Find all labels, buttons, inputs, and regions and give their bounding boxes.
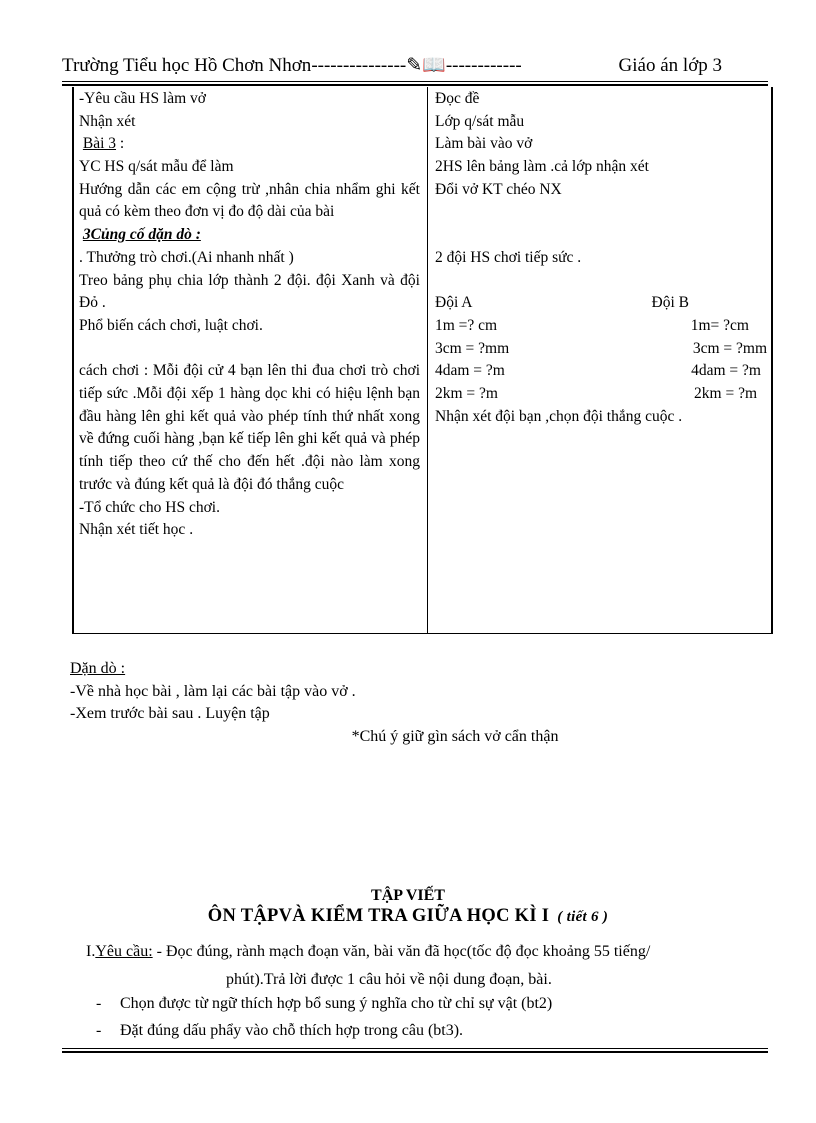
right-line-2: Lớp q/sát mẫu [435,112,525,130]
notes-title: Dặn dò : [70,660,126,677]
conversion-row [435,315,767,338]
bullet-dash: - [96,1022,102,1039]
page-header [62,52,768,80]
requirements-text-1: - Đọc đúng, rành mạch đoạn văn, bài văn đã học(tốc độ đọc khoảng 55 tiếng/ [152,943,651,960]
lesson-title [0,906,816,927]
book-pen-icon: ✎📖 [406,55,446,76]
notes-line-2: -Xem trước bài sau . Luyện tập [70,705,270,722]
right-line-5: Đổi vở KT chéo NX [435,180,562,198]
requirement-bullet [96,995,552,1013]
header-rule-thick [62,84,768,86]
lesson-title-suffix: ( tiết 6 ) [557,909,609,925]
requirements-line-1 [86,938,766,966]
requirement-bullet [96,1022,463,1040]
left-paragraph-teams: Treo bảng phụ chia lớp thành 2 đội. đội Xanh và đội Đỏ . [79,271,420,312]
bullet-text: Đặt đúng dấu phẩy vào chỗ thích hợp trong câu (bt3). [120,1022,464,1039]
conversion-row [435,360,767,383]
team-a-item: 2km = ?m [435,384,498,402]
bullet-text: Chọn được từ ngữ thích hợp bổ sung ý nghĩa cho từ chỉ sự vật (bt2) [120,995,553,1012]
left-line-11: -Tổ chức cho HS chơi. [79,498,220,516]
left-line-4: YC HS q/sát mẫu để làm [79,158,234,176]
exercise-3-heading [79,133,420,156]
right-line-3: Làm bài vào vở [435,135,533,153]
table-column-divider [427,87,428,633]
bullet-dash: - [96,995,102,1012]
left-line-7: . Thưởng trò chơi.(Ai nhanh nhất ) [79,248,294,266]
school-name: Trường Tiểu học Hồ Chơn Nhơn [62,55,312,76]
requirements-prefix: I. [86,943,96,960]
teacher-activities-column [79,88,420,542]
left-line-2: Nhận xét [79,112,136,130]
section-title: TẬP VIẾT [371,887,445,904]
requirements-text-2: phút).Trả lời được 1 câu hỏi về nội dung đoạn, bài. [226,971,552,988]
notes-line-1: -Về nhà học bài , làm lại các bài tập vào vở . [70,682,356,700]
left-line-12: Nhận xét tiết học . [79,521,194,539]
team-b-label: Đội B [651,294,689,312]
notes-line-3: *Chú ý giữ gìn sách vở cẩn thận [351,727,559,745]
left-paragraph-rules: cách chơi : Mỗi đội cử 4 bạn lên thi đua chơi trò chơi tiếp sức .Mỗi đội xếp 1 hàng dọc khi có hiệu lệnh bạn đầu hàng lên ghi kết quả vào phép tính thứ nhất xong về đứng cuối hàng ,bạn kế tiếp lên ghi kết quả và phép tính tiếp theo cứ thế cho đến hết .đội nào làm xong trước và đúng kết quả là đội đó thắng cuộc [79,362,420,493]
right-blank-1 [435,201,767,224]
right-line-6: 2 đội HS chơi tiếp sức . [435,248,582,266]
team-a-label: Đội A [435,294,473,312]
header-dashes-left: --------------- [311,55,407,76]
footer-rule-thick [62,1051,768,1053]
exercise-3-colon: : [116,135,125,153]
team-a-item: 3cm = ?mm [435,339,510,357]
student-activities-column [435,88,767,428]
right-line-1: Đọc đề [435,90,480,107]
team-b-item: 3cm = ?mm [692,339,767,357]
consolidation-label: 3Củng cố dặn dò : [82,226,201,244]
header-dashes-right: ------------ [445,55,522,76]
homework-notes [70,658,770,748]
left-line-9: Phổ biến cách chơi, luật chơi. [79,316,263,334]
left-blank [79,338,420,361]
subject-label: Giáo án lớp 3 [618,55,722,76]
team-b-item: 2km = ?m [694,384,757,402]
exercise-3-label: Bài 3 [82,135,117,153]
footer-rule-thin [62,1048,768,1049]
right-line-7: Nhận xét đội bạn ,chọn đội thắng cuộc . [435,407,683,425]
consolidation-heading [79,224,420,247]
team-a-item: 1m =? cm [435,316,498,334]
team-b-item: 1m= ?cm [690,316,749,334]
requirements [86,938,766,994]
team-headings [435,292,767,315]
requirements-label: Yêu cầu: [95,943,153,960]
lesson-title-text: ÔN TẬPVÀ KIỂM TRA GIỮA HỌC KÌ I [207,906,550,926]
left-paragraph-guidance: Hướng dẫn các em cộng trừ ,nhân chia nhẩm ghi kết quả có kèm theo đơn vị đo độ dài của bài [79,180,420,221]
conversion-row [435,383,767,406]
right-line-4: 2HS lên bảng làm .cả lớp nhận xét [435,158,649,176]
team-b-item: 4dam = ?m [691,362,761,380]
left-line-1: -Yêu cầu HS làm vở [79,90,206,107]
conversion-row [435,338,767,361]
right-blank-3 [435,270,767,293]
header-rule-thin [62,81,768,82]
team-a-item: 4dam = ?m [435,362,505,380]
right-blank-2 [435,224,767,247]
